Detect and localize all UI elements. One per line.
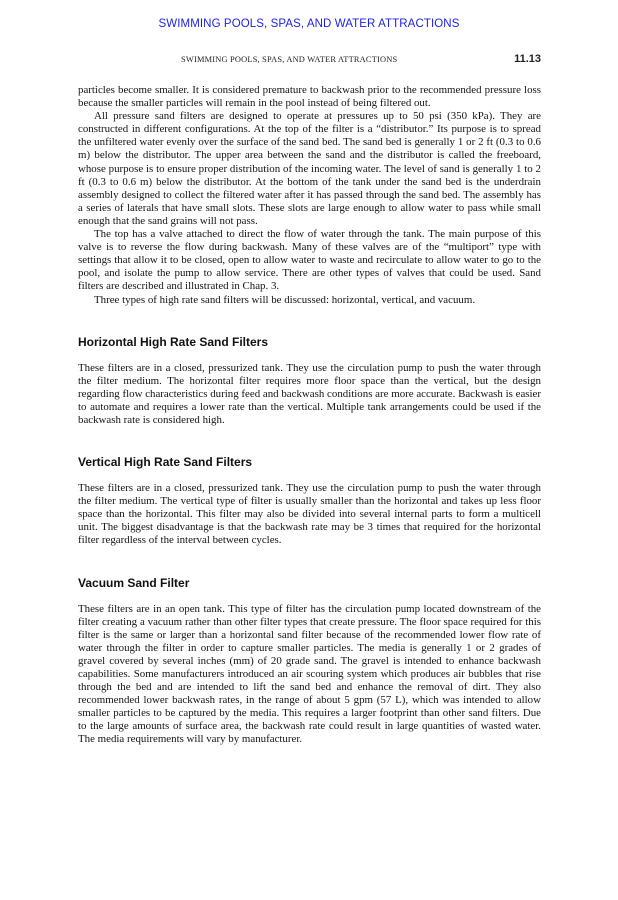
section-body: These filters are in an open tank. This type of filter has the circulation pump located downstream of the filter creating a vacuum rather than other filter types that create pressure. The floor space required for this filter is the same or larger than a horizontal sand filter because of the recommended lower flow rate of water through the filter in order to capture smaller particles. The media is generally 1 or 2 grades of gravel covered by several inches (mm) of 20 grade sand. The gravel is intended to enhance backwash capabilities. Some manufacturers introduced an air scouring system which produces air bubbles that rise through the bed and are intended to lift the sand bed and enhance the removal of dirt. They also recommended lower backwash rates, in the range of about 5 gpm (57 L), which was intended to allow smaller particles to be captured by the media. This requires a larger footprint than other sand filters. Due to the large amounts of surface area, the backwash rate could result in large quantities of wasted water. The media requirements will vary by manufacturer. [78,602,541,746]
section-body: These filters are in a closed, pressurized tank. They use the circulation pump to push the water through the filter medium. The vertical type of filter is usually smaller than the horizontal and takes up less floor space than the horizontal. This filter may also be divided into several internal parts to form a multicell unit. The biggest disadvantage is that the backwash rate may be 3 times that required for the horizontal filter regardless of the interval between cycles. [78,482,541,547]
page-body [78,84,541,747]
section-heading: Horizontal High Rate Sand Filters [78,334,269,349]
intro-paragraph-pressure-filters: All pressure sand filters are designed to operate at pressures up to 50 psi (350 kPa). They are constructed in different configurations. At the top of the filter is a “distributor.” Its purpose is to spread the unfiltered water evenly over the surface of the sand bed. The sand bed is generally 1 or 2 ft (0.3 to 0.6 m) below the distributor. The upper area between the sand and the distributor is called the freeboard, whose purpose is to ensure proper distribution of the incoming water. The level of sand is generally 1 to 2 ft (0.3 to 0.6 m) below the distributor. At the bottom of the tank under the sand bed is the underdrain assembly designed to collect the filtered water after it has passed through the sand bed. The assembly has a series of laterals that have small slots. These slots are large enough to allow water to pass while small enough that the sand grains will not pass. [78,110,541,227]
running-head [78,55,541,69]
top-banner: SWIMMING POOLS, SPAS, AND WATER ATTRACTIONS [158,18,460,30]
page-number: 11.13 [514,53,541,65]
section-vertical-filters [78,455,541,547]
section-heading: Vacuum Sand Filter [78,575,190,590]
section-heading: Vertical High Rate Sand Filters [78,455,253,470]
intro-paragraph-valve: The top has a valve attached to direct the flow of water through the tank. The main purpose of this valve is to reverse the flow during backwash. Many of these valves are of the “multiport” type with settings that allow it to be closed, open to allow water to waste and recirculate to allow water to go to the pool, and isolate the pump to allow service. There are other types of valves that could be used. Sand filters are described and illustrated in Chap. 3. [78,228,541,293]
section-horizontal-filters [78,335,541,427]
running-head-title: SWIMMING POOLS, SPAS, AND WATER ATTRACTIONS [181,55,398,64]
section-body: These filters are in a closed, pressurized tank. They use the circulation pump to push the water through the filter medium. The horizontal filter requires more floor space than the vertical, but the design regarding flow characteristics during feed and backwash conditions are more accurate. Backwash is easier to automate and requires a lower rate than the vertical. Multiple tank arrangements could be used if the backwash rate is considered high. [78,361,541,426]
intro-paragraph-continuation: particles become smaller. It is considered premature to backwash prior to the recommended pressure loss because the smaller particles will remain in the pool instead of being filtered out. [78,84,541,110]
intro-paragraph-filter-types: Three types of high rate sand filters will be discussed: horizontal, vertical, and vacuum. [94,293,476,306]
section-vacuum-filter [78,576,541,747]
